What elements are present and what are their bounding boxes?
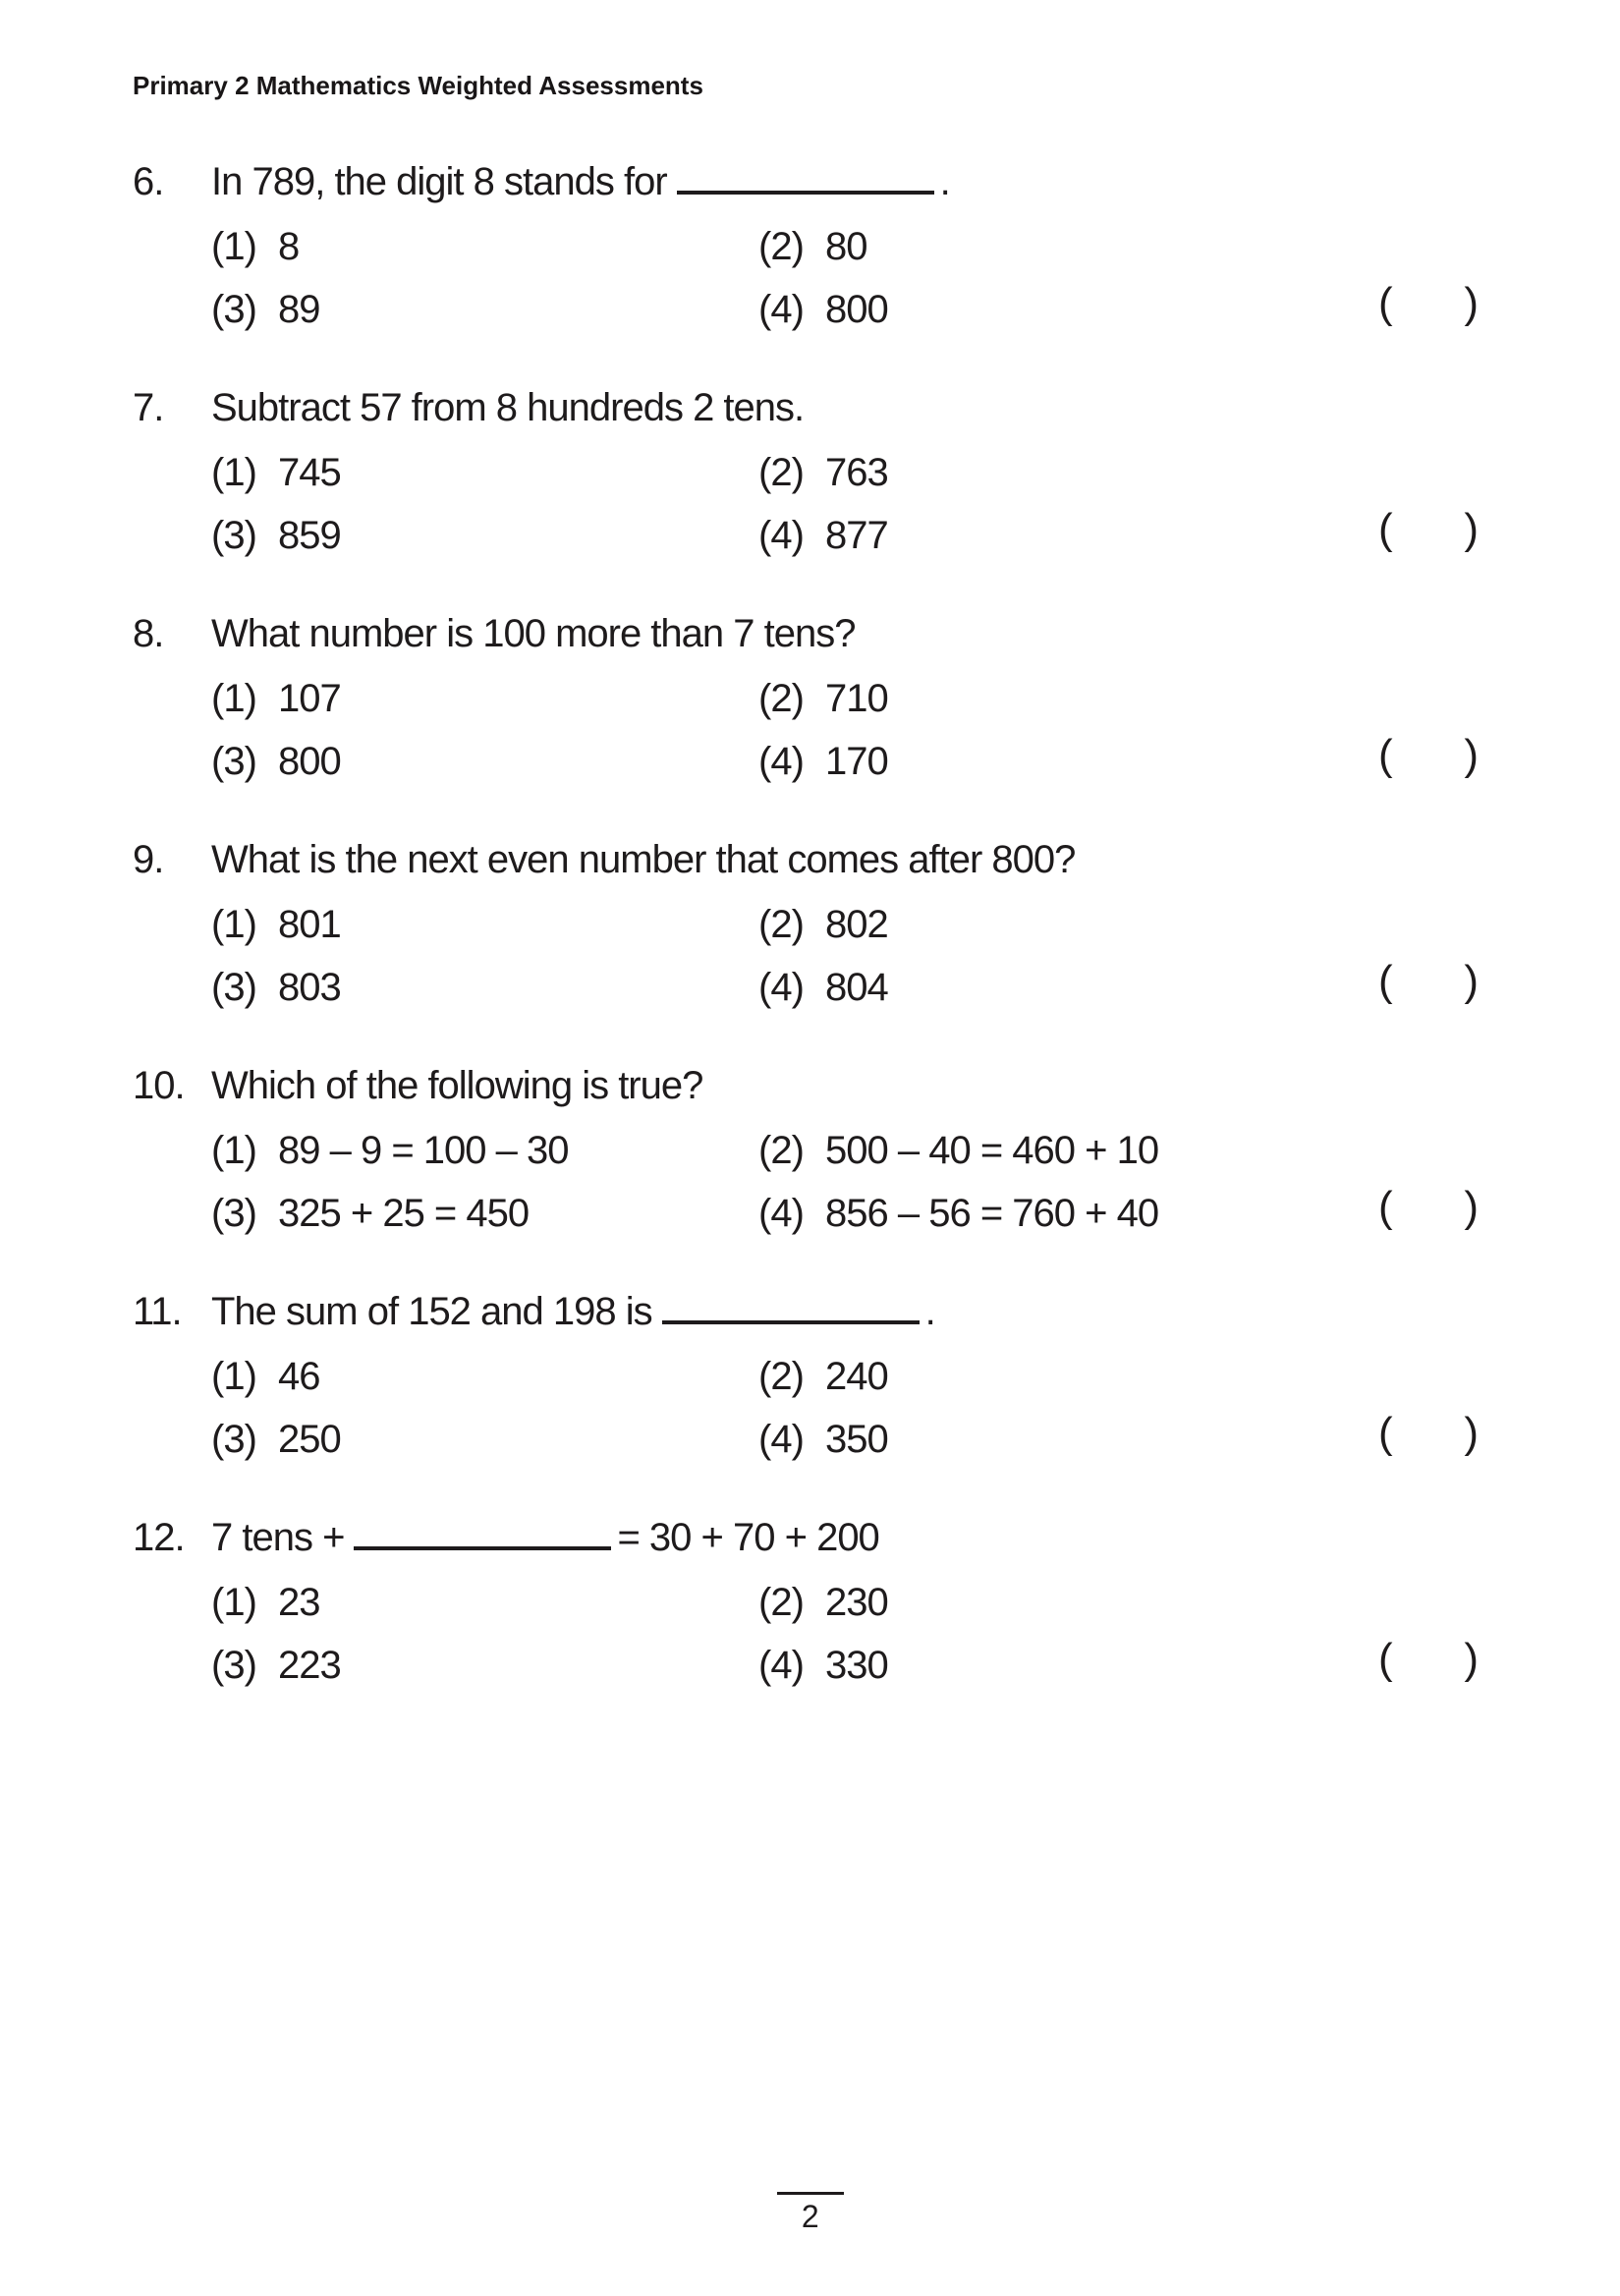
question-head	[133, 388, 1490, 427]
option-3-value: 800	[278, 740, 341, 783]
option-1	[211, 227, 758, 266]
option-row-1	[133, 227, 1490, 266]
option-4-value: 170	[825, 740, 888, 783]
option-4-label: (4)	[758, 740, 804, 783]
option-row-2	[133, 505, 1490, 557]
question-head	[133, 162, 1490, 201]
option-2	[758, 227, 1490, 266]
answer-bracket-open: (	[1378, 505, 1393, 553]
option-4-label: (4)	[758, 514, 804, 557]
question-text-pre: 7 tens +	[211, 1516, 345, 1559]
question-text	[211, 1066, 1490, 1105]
option-3	[211, 742, 758, 781]
option-4-label: (4)	[758, 1418, 804, 1461]
option-3	[211, 1646, 758, 1685]
option-1-value: 89 – 9 = 100 – 30	[278, 1129, 569, 1172]
option-1	[211, 453, 758, 492]
option-3	[211, 516, 758, 555]
answer-brackets	[1378, 1183, 1479, 1231]
option-row-2	[133, 1635, 1490, 1687]
answer-bracket-close: )	[1464, 731, 1479, 779]
option-row-1	[133, 1357, 1490, 1396]
blank-line	[354, 1521, 611, 1550]
option-4-label: (4)	[758, 1192, 804, 1235]
question-text-post: .	[924, 1290, 935, 1333]
question-number: 6.	[133, 160, 164, 203]
option-2-value: 710	[825, 677, 888, 720]
option-4-label: (4)	[758, 1644, 804, 1687]
answer-bracket-close: )	[1464, 1183, 1479, 1231]
option-1	[211, 1583, 758, 1622]
option-1	[211, 1357, 758, 1396]
question-list	[133, 162, 1490, 1685]
option-3-label: (3)	[211, 1418, 256, 1461]
option-2	[758, 453, 1490, 492]
question-block	[133, 1518, 1490, 1685]
question-text-pre: Subtract 57 from 8 hundreds 2 tens.	[211, 386, 805, 429]
question-head	[133, 840, 1490, 879]
option-2-label: (2)	[758, 451, 804, 494]
option-2-value: 240	[825, 1355, 888, 1398]
option-3	[211, 1194, 758, 1233]
answer-brackets	[1378, 1635, 1479, 1683]
option-row-2	[133, 957, 1490, 1009]
page-content	[133, 71, 1490, 1744]
option-3-label: (3)	[211, 1192, 256, 1235]
question-head	[133, 1292, 1490, 1331]
question-text-pre: In 789, the digit 8 stands for	[211, 160, 667, 203]
option-2-value: 763	[825, 451, 888, 494]
question-text-pre: What number is 100 more than 7 tens?	[211, 612, 856, 655]
option-1-label: (1)	[211, 1129, 256, 1172]
answer-bracket-close: )	[1464, 957, 1479, 1005]
option-row-2	[133, 279, 1490, 331]
option-row-2	[133, 731, 1490, 783]
page-number: 2	[801, 2199, 819, 2234]
question-number: 8.	[133, 612, 164, 655]
option-2-value: 802	[825, 903, 888, 946]
option-1-label: (1)	[211, 1355, 256, 1398]
answer-bracket-close: )	[1464, 1409, 1479, 1457]
question-number: 10.	[133, 1064, 185, 1107]
option-2-label: (2)	[758, 225, 804, 268]
question-text	[211, 162, 1490, 201]
option-2-value: 230	[825, 1581, 888, 1624]
question-text	[211, 388, 1490, 427]
answer-bracket-open: (	[1378, 731, 1393, 779]
option-3-value: 859	[278, 514, 341, 557]
option-row-1	[133, 905, 1490, 944]
option-2	[758, 1131, 1490, 1170]
option-2-label: (2)	[758, 1581, 804, 1624]
option-1-value: 745	[278, 451, 341, 494]
option-1-label: (1)	[211, 903, 256, 946]
option-4-value: 330	[825, 1644, 888, 1687]
answer-bracket-close: )	[1464, 505, 1479, 553]
question-number: 7.	[133, 386, 164, 429]
answer-brackets	[1378, 505, 1479, 553]
option-1-label: (1)	[211, 225, 256, 268]
option-2	[758, 1357, 1490, 1396]
option-4-label: (4)	[758, 288, 804, 331]
option-1	[211, 679, 758, 718]
option-2-label: (2)	[758, 677, 804, 720]
option-3-value: 803	[278, 966, 341, 1009]
option-1-value: 107	[278, 677, 341, 720]
answer-bracket-open: (	[1378, 279, 1393, 327]
answer-bracket-open: (	[1378, 1183, 1393, 1231]
question-text-pre: Which of the following is true?	[211, 1064, 703, 1107]
question-text-post: .	[939, 160, 950, 203]
option-1-label: (1)	[211, 677, 256, 720]
question-block	[133, 840, 1490, 1007]
option-1-label: (1)	[211, 451, 256, 494]
answer-bracket-close: )	[1464, 1635, 1479, 1683]
option-3-value: 223	[278, 1644, 341, 1687]
question-text-pre: What is the next even number that comes after 800?	[211, 838, 1076, 881]
option-row-1	[133, 679, 1490, 718]
option-1	[211, 905, 758, 944]
question-text	[211, 840, 1490, 879]
question-block	[133, 1066, 1490, 1233]
option-3-value: 89	[278, 288, 320, 331]
option-3-label: (3)	[211, 1644, 256, 1687]
question-head	[133, 1066, 1490, 1105]
option-2	[758, 1583, 1490, 1622]
option-4-value: 877	[825, 514, 888, 557]
option-row-1	[133, 1583, 1490, 1622]
answer-brackets	[1378, 279, 1479, 327]
answer-bracket-open: (	[1378, 1409, 1393, 1457]
answer-bracket-close: )	[1464, 279, 1479, 327]
option-3	[211, 1420, 758, 1459]
option-3-label: (3)	[211, 288, 256, 331]
option-2-value: 500 – 40 = 460 + 10	[825, 1129, 1159, 1172]
question-block	[133, 162, 1490, 329]
question-block	[133, 388, 1490, 555]
option-1-value: 801	[278, 903, 341, 946]
question-number: 12.	[133, 1516, 185, 1559]
answer-bracket-open: (	[1378, 1635, 1393, 1683]
option-2-label: (2)	[758, 1129, 804, 1172]
question-text	[211, 614, 1490, 653]
question-text-post: = 30 + 70 + 200	[617, 1516, 879, 1559]
option-1	[211, 1131, 758, 1170]
page-title: Primary 2 Mathematics Weighted Assessments	[133, 71, 703, 100]
question-head	[133, 1518, 1490, 1557]
option-2-label: (2)	[758, 1355, 804, 1398]
answer-brackets	[1378, 1409, 1479, 1457]
question-text	[211, 1292, 1490, 1331]
question-block	[133, 1292, 1490, 1459]
option-2-label: (2)	[758, 903, 804, 946]
option-1-value: 23	[278, 1581, 320, 1624]
option-row-2	[133, 1409, 1490, 1461]
option-3	[211, 290, 758, 329]
option-4-value: 856 – 56 = 760 + 40	[825, 1192, 1159, 1235]
footer-rule	[777, 2192, 844, 2195]
page-footer	[0, 2192, 1620, 2235]
answer-brackets	[1378, 731, 1479, 779]
question-text-pre: The sum of 152 and 198 is	[211, 1290, 652, 1333]
option-3-value: 325 + 25 = 450	[278, 1192, 530, 1235]
option-1-value: 8	[278, 225, 300, 268]
option-2	[758, 905, 1490, 944]
option-4-value: 804	[825, 966, 888, 1009]
question-block	[133, 614, 1490, 781]
option-1-label: (1)	[211, 1581, 256, 1624]
option-row-2	[133, 1183, 1490, 1235]
option-2-value: 80	[825, 225, 867, 268]
option-1-value: 46	[278, 1355, 320, 1398]
option-3-label: (3)	[211, 966, 256, 1009]
question-head	[133, 614, 1490, 653]
option-row-1	[133, 1131, 1490, 1170]
option-row-1	[133, 453, 1490, 492]
option-3	[211, 968, 758, 1007]
question-number: 11.	[133, 1290, 182, 1333]
option-4-value: 800	[825, 288, 888, 331]
option-3-value: 250	[278, 1418, 341, 1461]
answer-brackets	[1378, 957, 1479, 1005]
option-2	[758, 679, 1490, 718]
blank-line	[662, 1295, 920, 1324]
blank-line	[677, 165, 934, 195]
option-3-label: (3)	[211, 514, 256, 557]
option-4-value: 350	[825, 1418, 888, 1461]
answer-bracket-open: (	[1378, 957, 1393, 1005]
option-3-label: (3)	[211, 740, 256, 783]
option-4-label: (4)	[758, 966, 804, 1009]
question-number: 9.	[133, 838, 164, 881]
question-text	[211, 1518, 1490, 1557]
